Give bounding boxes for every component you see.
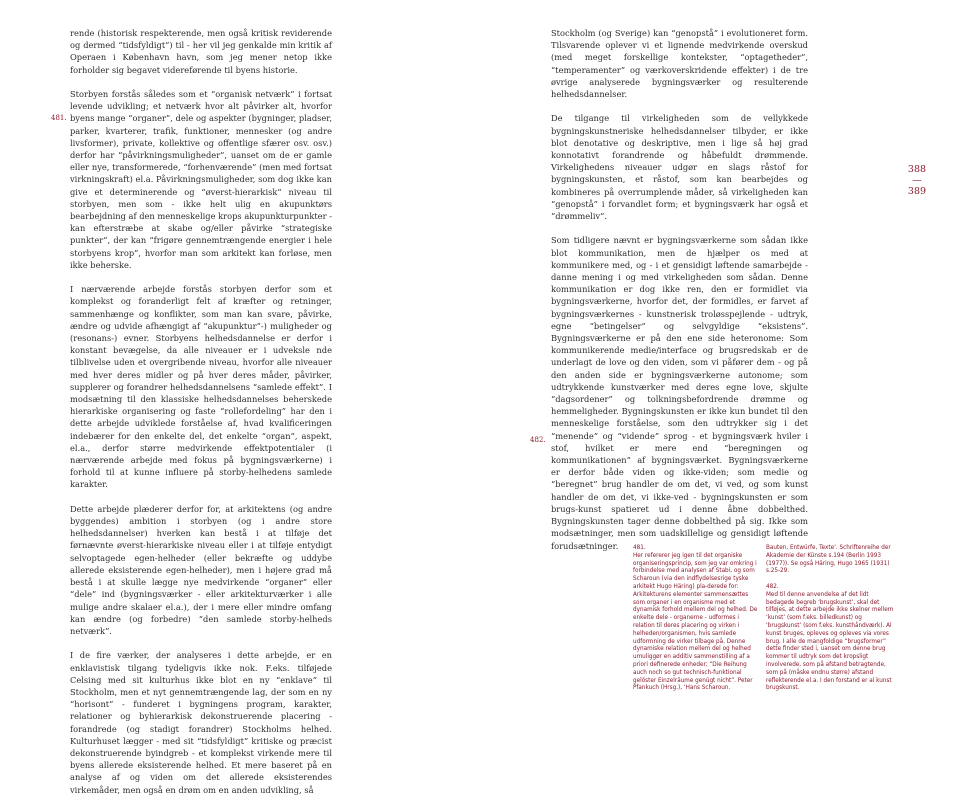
footnote-column-1 [633,545,761,701]
left-paragraph-4: Dette arbejde plæderer derfor for, at arkitektens (og andre byggendes) ambition i storbyen (og i andre store helhedsdannelser) hverken kan bestå i at tilføje det førnævnte øverst-hierarkiske niveau eller i at tilføje entydigt selvoptagede egen-helheder (eller bekræfte og uddybe allerede eksisterende egen-helheder), men i højere grad må bestå i at skulle lægge nye medvirkende “organer” eller “dele” ind (bygningsværker - eller arkitekturværker i alle mulige andre skalaer el.a.), der i mere eller mindre omfang kan ændre (og forbedre) “den samlede storby-helheds netværk”. [70,503,332,636]
right-paragraph-1: Stockholm (og Sverige) kan “genopstå” i evolutioneret form. Tilsvarende oplever vi et lignende medvirkende overskud (med meget forskellige kontekster, “optagetheder”, “temperamenter” og værkoverskridende effekter) i de tre øvrige analyserede bygningsværker og resulterende helhedsdannelser. [551,28,808,100]
margin-note-481: 481. [51,114,67,122]
margin-note-482: 482. [530,436,546,444]
footnote-column-2 [766,545,894,701]
right-paragraph-3: Som tidligere nævnt er bygningsværkerne som sådan ikke blot kommunikation, men de hjælper os med at kommunikere med, og - i et gensidigt løftende samarbejde - danne mening i og med virkeligheden som sådan. Denne kommunikation er dog ikke ren, den er formidlet via bygningsværkerne, hvorfor det, der formidles, er farvet af bygningsværkernes - kunstnerisk troløsspejlende - udtryk, egne “betingelser” og selvgyldige “eksistens”. Bygningsværkerne er på den ene side heteronome: Som kommunikerende medie/interface og brugsredskab er de underlagt de love og den viden, som vi påfører dem - og på den anden side er bygningsværkerne autonome; som udtrykkende kunstværker med deres egne love, skjulte “dagsordener” og tolkningsbefordrende drømme og hemmeligheder. Bygningskunsten er ikke kun bundet til den menneskelige forståelse, som den udtrykker sig i det “menende” og “vidende” sprog - et bygningsværk hviler i stof, hvilket er mere end “beregningen og kommunikationen” af bygningsværket. Bygningsværkerne er derfor både viden og ikke-viden; som medie og “beregnet” brug handler de om det, vi ved, og som kunst handler de om det, vi ikke-ved - bygningskunsten er som brugs-kunst spatieret ud i denne åbne dobbelthed. Bygningskunsten tager denne dobbelthed på sig. Ikke som modsætninger, men som uadskillelige og gensidigt løftende forudsætninger. [551,235,808,551]
right-text-column [551,27,808,564]
page-number-top: 388 [907,164,927,175]
left-paragraph-1: rende (historisk respekterende, men også kritisk reviderende og dermed “tidsfyldigt”) til - her vil jeg genkalde min kritik af Operaen i København havn, som jeg mener netop ikke forholder sig begavet videreførende til byens historie. [70,28,332,75]
left-text-column [70,27,332,808]
footnote-481: 481. Her refererer jeg igen til det organiske organiseringsprincip, som jeg var omkring i forbindelse med analysen af Stabi, og som Scharoun (via den indflydelsesrige tyske arkitekt Hugo Häring) pla-derede for: Arkitekturens elementer sammensættes som organer i en organisme med et dynamisk forhold mellem del og helhed. De enkelte dele - organerne - udformes i relation til deres placering og virken i helheden/organismen, hvis samlede udformning de virker tilbage på. Denne dynamiske relation mellem del og helhed umuliggør en additiv sammenstilling af a priori definerede enheder; “Die Reihung auch noch so gut technisch-funktional gelöster Einzelräume genügt nicht”. Peter Pfankuch (Hrsg.), ‘Hans Scharoun. [633,545,758,692]
left-paragraph-2: Storbyen forstås således som et “organisk netværk” i fortsat levende udvikling; et netværk hvor alt påvirker alt, hvorfor byens mange “organer”, dele og aspekter (bygninger, pladser, parker, kvarterer, trafik, funktioner, mennesker (og andre livsformer), private, kollektive og offentlige sfærer osv. osv.) derfor har “påvirkningsmuligheder”, uanset om de er gamle eller nye, transformerede, “forhenværende” (men med fortsat virkningskraft) el.a. Påvirkningsmuligheder, som dog ikke kan give et determinerende og “øverst-hierarkisk” niveau til storbyen, men som - ikke helt ulig en akupunktørs bearbejdning af den menneskelige krops akupunkturpunkter - kan efterstræbe at skabe og/eller påvirke “strategiske punkter”, der kan “frigøre gennemtrængende energier i hele storbyens krop”, hvorfor man som arkitekt kan forløse, men ikke beherske. [70,89,332,270]
page-number-bottom: 389 [907,186,927,197]
left-paragraph-5: I de fire værker, der analyseres i dette arbejde, er en enklavistisk tilgang tydeligvis ikke nok. F.eks. tilføjede Celsing med sit kulturhus ikke blot en ny “enklave” til Stockholm, men et nyt gennemtrængende lag, der som en ny “horisont” - funderet i bygningens program, karakter, relationer og byhierarkisk dekonstruerende placering - forandrede (og stadigt forandrer) Stockholms helhed. Kulturhuset lægger - med sit “tidsfyldigt” kritiske og præcist dekonstruerende byindgreb - et komplekst virkende mere til byens allerede eksisterende helhed. Et mere baseret på en analyse af og viden om det allerede eksisterendes virkemåder, men også en drøm om en anden udvikling, så [70,650,332,795]
page-numbers [903,164,931,197]
left-paragraph-3: I nærværende arbejde forstås storbyen derfor som et komplekst og foranderligt felt af kræfter og retninger, sammenhænge og konflikter, som man kan svare, påvirke, ændre og udvide afhængigt af “akupunktur”-) muligheder og (resonans-) evner. Storbyens helhedsdannelse er derfor i konstant bevægelse, da alle niveauer er i udveksle nde tilblivelse uden et overgribende niveau, hvorfor alle niveauer med hver deres midler og på hver deres måder, påvirker, supplerer og forandrer helhedsdannelsens “samlede effekt”. I modsætning til den klassiske helhedsdannelses beherskede hierarkiske organisering og faste “rollefordeling” har den i dette arbejde udviklede forståelse af, hvad kvalificeringen indebærer for den enkelte del, det enkelte “organ”, aspekt, el.a., derfor større medvirkende effektpotentialer (i nærværende arbejde med fokus på bygningsværkerne) i forhold til at kunne influere på storby-helhedens samlede karakter. [70,284,332,490]
page-number-separator: — [912,175,922,186]
footnote-482: 482. Med til denne anvendelse af det lidt bedagede begreb ‘brugskunst’, skal det tilføjes, at dette arbejde ikke skelner mellem ‘kunst’ (som f.eks. billedkunst) og ‘brugskunst’ (som f.eks. kunsthåndværk). Al kunst bruges, opleves og opleves via vores brug. I alle de mangfoldige “brugsformer” dette finder sted i, uanset om denne brug kommer til udtryk som det kropsligt involverede, som på afstand betragtende, som på (måske endnu større) afstand reflekterende el.a. I den forstand er al kunst brugskunst. [766,583,894,692]
footnote-481-continued: Bauten, Entwürfe, Texte’. Schriftenreihe der Akademie der Künste s.194 (Berlin 1993 (1977)). Se også Häring, Hugo 1965 (1931) s.25-29. [766,545,891,575]
right-paragraph-2: De tilgange til virkeligheden som de vellykkede bygningskunstneriske helhedsdannelser tilbyder, er ikke blot denotative og deskriptive, men i lige så høj grad konnotativt forandrende og håbefuldt drømmende. Virkelighedens niveauer udgør en slags råstof for bygningskunsten, et råstof, som kan bearbejdes og kombineres på overrumplende måder, så virkeligheden kan “genopstå” i forvandlet form; et bygningsværk har også et “drømmeliv”. [551,113,808,222]
